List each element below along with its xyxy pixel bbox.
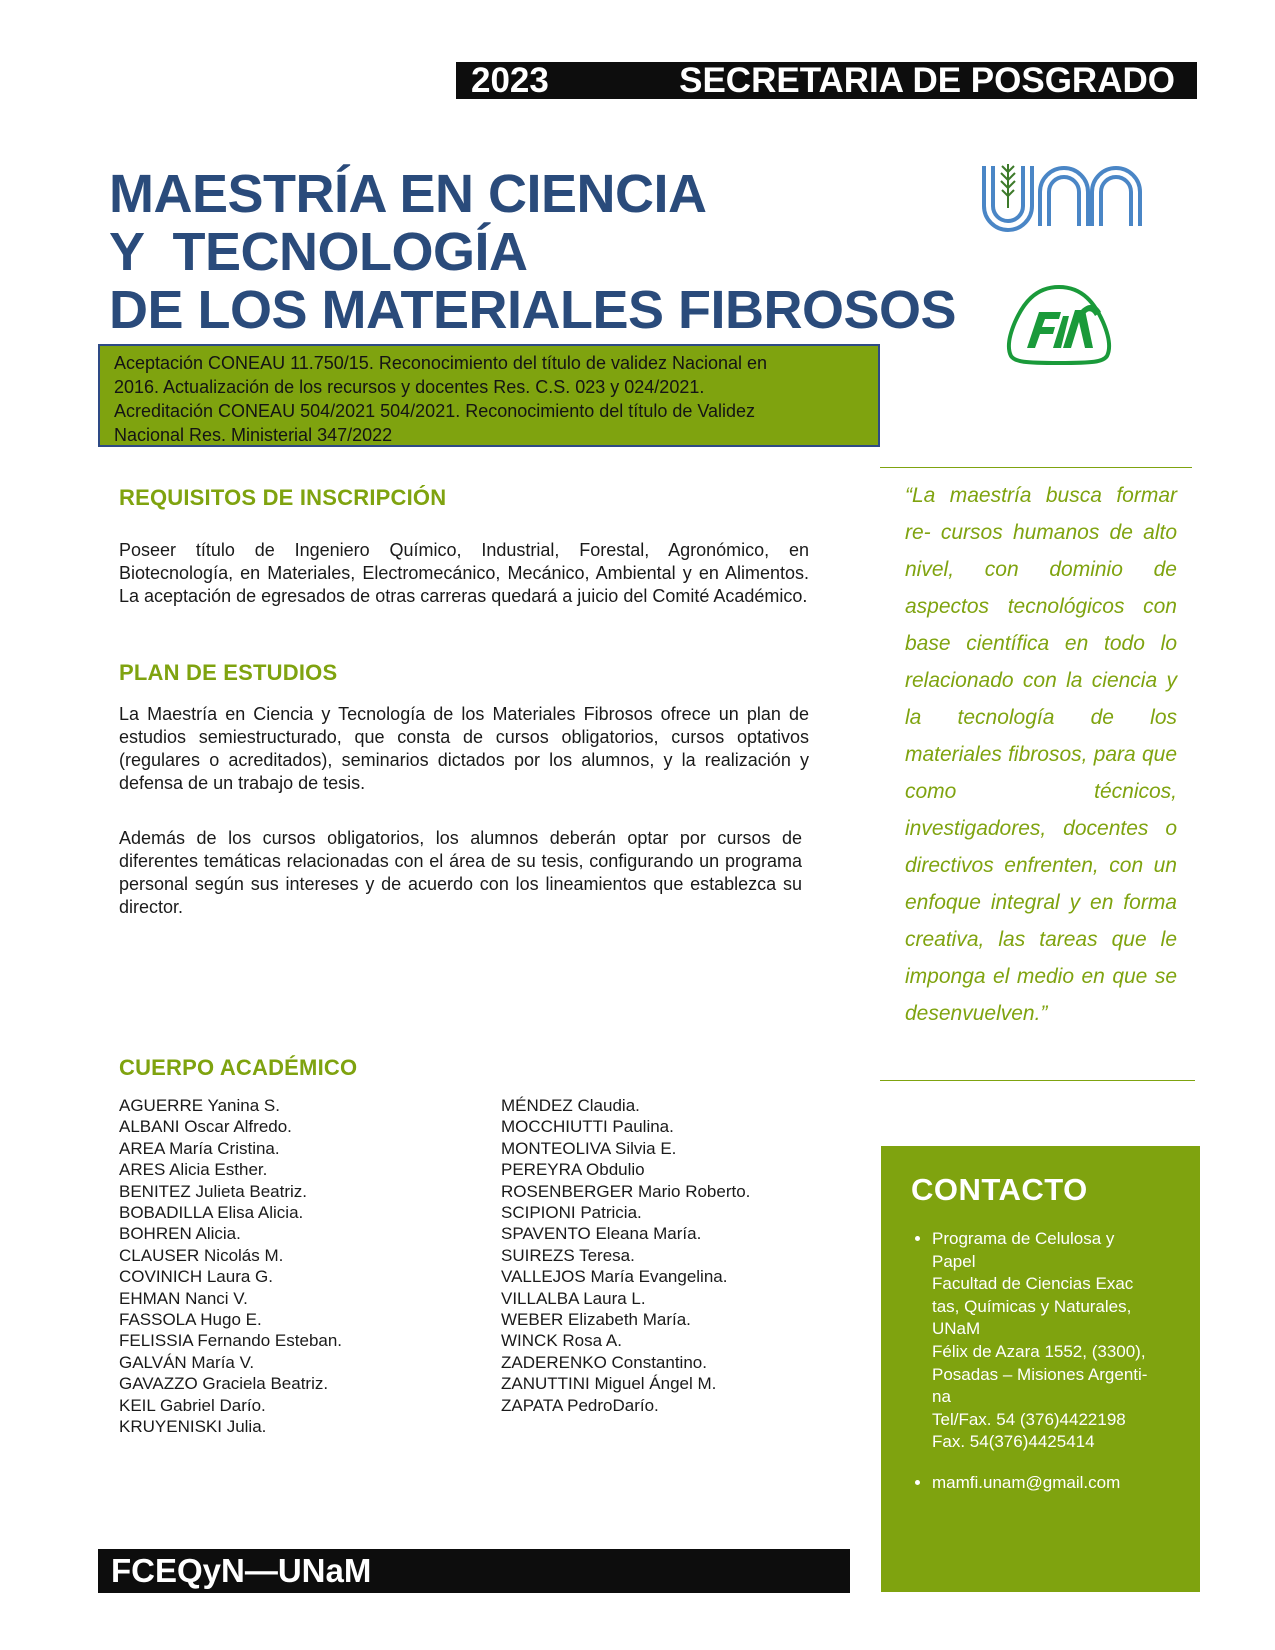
accreditation-line-2: 2016. Actualización de los recursos y docentes Res. C.S. 023 y 024/2021. (114, 377, 705, 397)
faculty-member: MÉNDEZ Claudia. (501, 1096, 640, 1115)
plan-text-2: Además de los cursos obligatorios, los alumnos deberán optar por cursos de diferentes temáticas relacionadas con el área de su tesis, configurando un programa personal según sus intereses y de acuerdo con los lineamientos que establezca su director. (119, 828, 802, 917)
contact-heading: CONTACTO (911, 1172, 1088, 1207)
faculty-member: GAVAZZO Graciela Beatriz. (119, 1374, 329, 1394)
faculty-member: CLAUSER Nicolás M. (119, 1245, 284, 1265)
contact-address-line: Fax. 54(376)4425414 (932, 1432, 1095, 1452)
faculty-member: WINCK Rosa A. (501, 1331, 622, 1351)
faculty-member: VALLEJOS María Evangelina. (501, 1267, 728, 1287)
accreditation-box (98, 344, 880, 447)
accreditation-line-1: Aceptación CONEAU 11.750/15. Reconocimiento del título de validez Nacional en (114, 353, 768, 373)
contact-email[interactable]: • mamfi.unam@gmail.com (932, 1472, 1202, 1495)
faculty-member: ROSENBERGER Mario Roberto. (501, 1181, 751, 1201)
faculty-member: BOHREN Alicia. (119, 1224, 241, 1244)
contact-address-line: Papel (932, 1251, 976, 1271)
faculty-member: BOBADILLA Elisa Alicia. (119, 1203, 304, 1223)
faculty-member: KEIL Gabriel Darío. (119, 1395, 266, 1415)
contact-address-line: Facultad de Ciencias Exac (932, 1274, 1134, 1294)
faculty-member: BENITEZ Julieta Beatriz. (119, 1181, 308, 1201)
faculty-member: ZAPATA PedroDarío. (501, 1395, 659, 1415)
faculty-list-2 (501, 1095, 750, 1416)
faculty-member: COVINICH Laura G. (119, 1267, 273, 1287)
contact-address-line: na (932, 1387, 951, 1407)
header-year: 2023 (471, 61, 549, 100)
contact-address-line: Félix de Azara 1552, (3300), (932, 1341, 1146, 1361)
accreditation-line-3: Acreditación CONEAU 504/2021 504/2021. Reconocimiento del título de Validez (114, 401, 756, 421)
title-line-2: Y TECNOLOGÍA (109, 222, 528, 282)
faculty-member: AREA María Cristina. (119, 1138, 280, 1158)
quote-bottom-rule (880, 1080, 1195, 1081)
faculty-member: SPAVENTO Eleana María. (501, 1224, 702, 1244)
faculty-member: GALVÁN María V. (119, 1352, 255, 1372)
contact-panel (881, 1146, 1200, 1592)
faculty-member: ALBANI Oscar Alfredo. (119, 1117, 292, 1137)
faculty-member: WEBER Elizabeth María. (501, 1310, 691, 1330)
title-line-1: MAESTRÍA EN CIENCIA (109, 164, 707, 224)
faculty-member: KRUYENISKI Julia. (119, 1417, 267, 1437)
faculty-member: VILLALBA Laura L. (501, 1288, 646, 1308)
faculty-member: FELISSIA Fernando Esteban. (119, 1331, 343, 1351)
faculty-member: SUIREZS Teresa. (501, 1245, 635, 1265)
contact-address-line: tas, Químicas y Naturales, (932, 1296, 1132, 1316)
requisitos-text: Poseer título de Ingeniero Químico, Industrial, Forestal, Agronómico, en Biotecnología, en Materiales, Electromecánico, Mecánico, Ambiental y en Alimentos. La aceptación de egresados de otras carreras quedará a juicio del Comité Académico. (119, 540, 809, 606)
faculty-list-1 (119, 1095, 342, 1438)
faculty-member: AGUERRE Yanina S. (119, 1096, 280, 1115)
quote-text: “La maestría busca formar re- cursos humanos de alto nivel, con dominio de aspectos tecnológicos con base científica en todo lo relacionado con la ciencia y la tecnología de los materiales fibrosos, para que como técnicos, investigadores, docentes o directivos enfrenten, con un enfoque integral y en forma creativa, las tareas que le imponga el medio en que se desenvuelven.” (905, 484, 1177, 1025)
requisitos-heading: REQUISITOS DE INSCRIPCIÓN (119, 485, 447, 510)
plan-heading: PLAN DE ESTUDIOS (119, 660, 338, 685)
footer-bar: FCEQyN—UNaM (98, 1549, 850, 1593)
faculty-member: ZADERENKO Constantino. (501, 1352, 707, 1372)
cuerpo-heading: CUERPO ACADÉMICO (119, 1055, 358, 1080)
faculty-member: ZANUTTINI Miguel Ángel M. (501, 1374, 717, 1394)
unam-logo-icon (980, 158, 1152, 234)
contact-address-line: • Programa de Celulosa y (932, 1229, 1115, 1248)
faculty-member: ARES Alicia Esther. (119, 1160, 268, 1180)
plan-text-1: La Maestría en Ciencia y Tecnología de los Materiales Fibrosos ofrece un plan de estudios semiestructurado, que consta de cursos obligatorios, cursos optativos (regulares o acreditados), seminarios dictados por los alumnos, y la realización y defensa de un trabajo de tesis. (119, 704, 809, 793)
title-line-3: DE LOS MATERIALES FIBROSOS (109, 280, 957, 340)
accreditation-line-4: Nacional Res. Ministerial 347/2022 (114, 425, 393, 445)
header-bar (456, 62, 1197, 99)
faculty-member: MONTEOLIVA Silvia E. (501, 1138, 677, 1158)
page-title (109, 165, 969, 339)
contact-address-line: Posadas – Misiones Argenti- (932, 1364, 1148, 1384)
contact-address-line: Tel/Fax. 54 (376)4422198 (932, 1409, 1126, 1429)
contact-address (932, 1228, 1202, 1454)
quote-top-rule (880, 467, 1192, 468)
faculty-member: SCIPIONI Patricia. (501, 1203, 642, 1223)
faculty-member: MOCCHIUTTI Paulina. (501, 1117, 674, 1137)
contact-address-line: UNaM (932, 1319, 981, 1339)
faculty-member: FASSOLA Hugo E. (119, 1310, 262, 1330)
contact-list (911, 1228, 1202, 1495)
header-secretaria: SECRETARIA DE POSGRADO (679, 61, 1175, 100)
faculty-member: EHMAN Nanci V. (119, 1288, 248, 1308)
faculty-member: PEREYRA Obdulio (501, 1160, 645, 1180)
fce-logo-icon (1005, 282, 1113, 368)
